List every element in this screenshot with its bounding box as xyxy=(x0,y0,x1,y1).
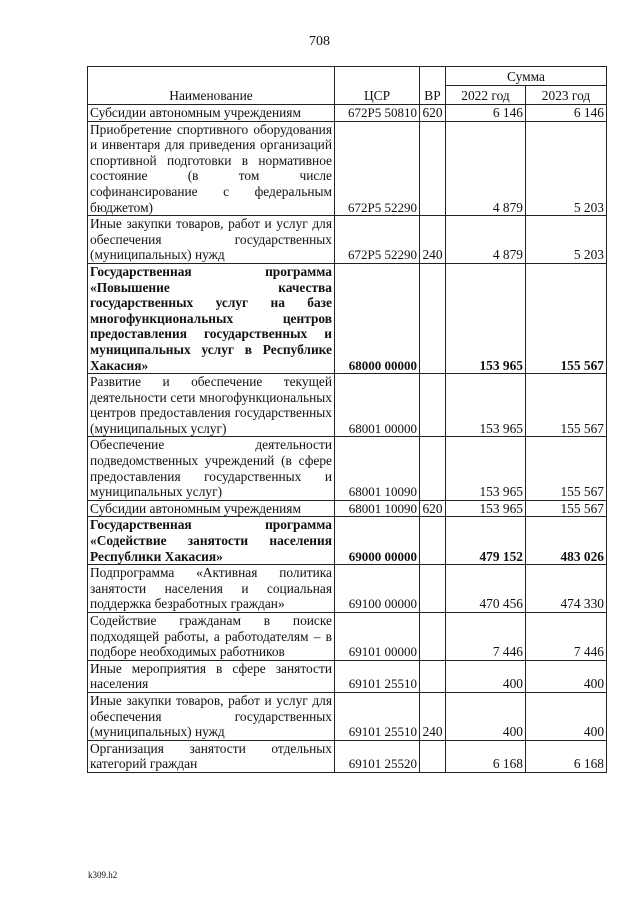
header-sum: Сумма xyxy=(446,67,607,86)
row-code: 68001 10090 xyxy=(335,500,420,517)
row-name: Приобретение спортивного оборудования и инвентаря для приведения организаций спортивной подготовки в нормативное состояние (в том числе софинансирование с федеральным бюджетом) xyxy=(88,121,335,216)
table-row xyxy=(88,740,607,772)
row-code: 69101 25520 xyxy=(335,740,420,772)
row-vr xyxy=(420,517,446,565)
row-sum-2023: 5 203 xyxy=(526,216,607,264)
row-vr xyxy=(420,613,446,661)
page-number: 708 xyxy=(309,34,330,49)
row-name: Государственная программа «Повышение качества государственных услуг на базе многофункциональных центров предоставления государственных и муниципальных услуг в Республике Хакасия» xyxy=(88,263,335,373)
row-code: 68000 00000 xyxy=(335,263,420,373)
row-sum-2022: 4 879 xyxy=(446,216,526,264)
row-sum-2023: 7 446 xyxy=(526,613,607,661)
row-code: 69101 25510 xyxy=(335,692,420,740)
header-name: Наименование xyxy=(88,67,335,105)
header-code: ЦСР xyxy=(335,67,420,105)
row-name: Иные закупки товаров, работ и услуг для обеспечения государственных (муниципальных) нужд xyxy=(88,216,335,264)
budget-table xyxy=(87,66,607,773)
row-name: Развитие и обеспечение текущей деятельности сети многофункциональных центров предоставления государственных (муниципальных услуг) xyxy=(88,374,335,437)
row-vr xyxy=(420,374,446,437)
row-sum-2022: 400 xyxy=(446,692,526,740)
row-name: Содействие гражданам в поиске подходящей работы, а работодателям – в подборе необходимых работников xyxy=(88,613,335,661)
row-vr xyxy=(420,263,446,373)
row-sum-2022: 153 965 xyxy=(446,374,526,437)
row-sum-2022: 6 146 xyxy=(446,105,526,122)
row-code: 69100 00000 xyxy=(335,565,420,613)
row-name: Субсидии автономным учреждениям xyxy=(88,500,335,517)
row-code: 68001 00000 xyxy=(335,374,420,437)
row-code: 69101 00000 xyxy=(335,613,420,661)
row-sum-2022: 400 xyxy=(446,660,526,692)
row-name: Обеспечение деятельности подведомственных учреждений (в сфере предоставления государственных и муниципальных услуг) xyxy=(88,437,335,500)
row-sum-2023: 155 567 xyxy=(526,263,607,373)
row-name: Субсидии автономным учреждениям xyxy=(88,105,335,122)
table-row xyxy=(88,374,607,437)
row-name: Государственная программа «Содействие занятости населения Республики Хакасия» xyxy=(88,517,335,565)
row-sum-2022: 479 152 xyxy=(446,517,526,565)
row-vr xyxy=(420,660,446,692)
row-sum-2023: 5 203 xyxy=(526,121,607,216)
row-vr: 240 xyxy=(420,692,446,740)
row-code: 68001 10090 xyxy=(335,437,420,500)
row-code: 69101 25510 xyxy=(335,660,420,692)
row-code: 672Р5 50810 xyxy=(335,105,420,122)
row-sum-2023: 6 168 xyxy=(526,740,607,772)
row-sum-2023: 155 567 xyxy=(526,437,607,500)
row-vr: 620 xyxy=(420,500,446,517)
header-vr: ВР xyxy=(420,67,446,105)
header-row xyxy=(88,67,607,86)
row-sum-2022: 153 965 xyxy=(446,500,526,517)
row-sum-2023: 483 026 xyxy=(526,517,607,565)
row-vr xyxy=(420,565,446,613)
table-row-program xyxy=(88,263,607,373)
row-sum-2022: 6 168 xyxy=(446,740,526,772)
table-row-program xyxy=(88,517,607,565)
row-vr: 620 xyxy=(420,105,446,122)
row-code: 672Р5 52290 xyxy=(335,216,420,264)
table-row xyxy=(88,500,607,517)
row-sum-2023: 155 567 xyxy=(526,374,607,437)
row-name: Организация занятости отдельных категорий граждан xyxy=(88,740,335,772)
table-row xyxy=(88,105,607,122)
row-vr xyxy=(420,121,446,216)
row-sum-2022: 153 965 xyxy=(446,437,526,500)
row-sum-2023: 155 567 xyxy=(526,500,607,517)
header-year-2022: 2022 год xyxy=(446,86,526,105)
table-row xyxy=(88,613,607,661)
row-sum-2023: 6 146 xyxy=(526,105,607,122)
row-vr: 240 xyxy=(420,216,446,264)
row-sum-2022: 4 879 xyxy=(446,121,526,216)
table-row xyxy=(88,216,607,264)
row-name: Иные закупки товаров, работ и услуг для обеспечения государственных (муниципальных) нужд xyxy=(88,692,335,740)
row-sum-2023: 474 330 xyxy=(526,565,607,613)
row-sum-2023: 400 xyxy=(526,660,607,692)
row-sum-2023: 400 xyxy=(526,692,607,740)
row-vr xyxy=(420,437,446,500)
table-row xyxy=(88,565,607,613)
row-sum-2022: 470 456 xyxy=(446,565,526,613)
table-row xyxy=(88,660,607,692)
table-row xyxy=(88,437,607,500)
header-year-2023: 2023 год xyxy=(526,86,607,105)
row-name: Подпрограмма «Активная политика занятости населения и социальная поддержка безработных граждан» xyxy=(88,565,335,613)
row-vr xyxy=(420,740,446,772)
row-name: Иные мероприятия в сфере занятости населения xyxy=(88,660,335,692)
footer-code: k309.h2 xyxy=(88,870,118,880)
table-row xyxy=(88,121,607,216)
row-code: 672Р5 52290 xyxy=(335,121,420,216)
table-row xyxy=(88,692,607,740)
row-sum-2022: 153 965 xyxy=(446,263,526,373)
row-sum-2022: 7 446 xyxy=(446,613,526,661)
row-code: 69000 00000 xyxy=(335,517,420,565)
